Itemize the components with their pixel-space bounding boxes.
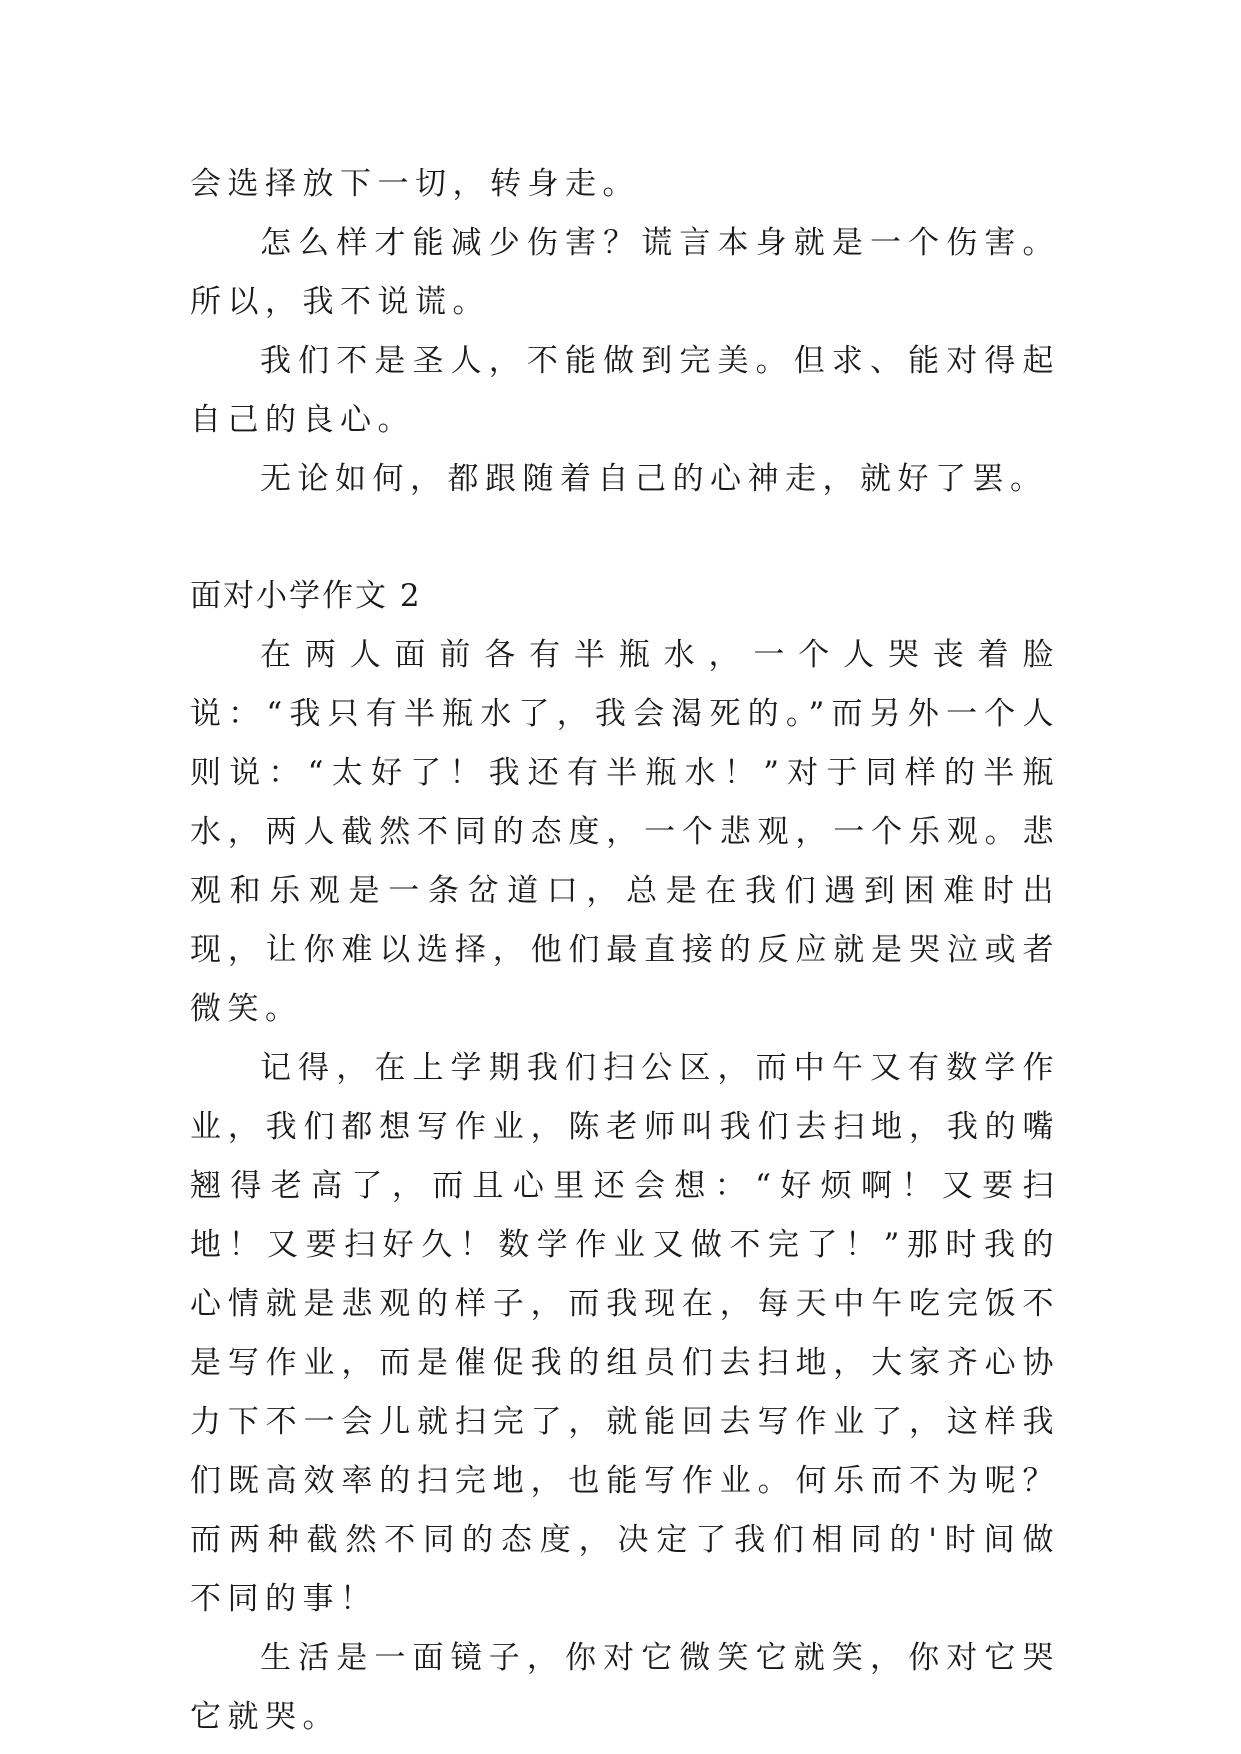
paragraph: 怎么样才能减少伤害？谎言本身就是一个伤害。所以，我不说谎。: [190, 225, 1060, 320]
essay-title: 面对小学作文 2: [190, 578, 422, 614]
paragraph: 记得，在上学期我们扫公区，而中午又有数学作业，我们都想写作业，陈老师叫我们去扫地，我的嘴翘得老高了，而且心里还会想：“好烦啊！又要扫地！又要扫好久！数学作业又做不完了！”那时我的心情就是悲观的样子，而我现在，每天中午吃完饭不是写作业，而是催促我的组员们去扫地，大家齐心协力下不一会儿就扫完了，就能回去写作业了，这样我们既高效率的扫完地，也能写作业。何乐而不为呢？而两种截然不同的态度，决定了我们相同的'时间做不同的事！: [190, 1050, 1060, 1617]
paragraph: 生活是一面镜子，你对它微笑它就笑，你对它哭它就哭。: [190, 1640, 1060, 1735]
paragraph: 无论如何，都跟随着自己的心神走，就好了罢。: [260, 461, 1048, 497]
essay-section-1: [190, 155, 1060, 509]
paragraph: 我们不是圣人，不能做到完美。但求、能对得起自己的良心。: [190, 343, 1060, 438]
paragraph: 在两人面前各有半瓶水，一个人哭丧着脸说：“我只有半瓶水了，我会渴死的。”而另外一个人则说：“太好了！我还有半瓶水！”对于同样的半瓶水，两人截然不同的态度，一个悲观，一个乐观。悲观和乐观是一条岔道口，总是在我们遇到困难时出现，让你难以选择，他们最直接的反应就是哭泣或者微笑。: [190, 637, 1060, 1027]
paragraph-continuation: 会选择放下一切，转身走。: [190, 166, 640, 202]
essay-section-2: [190, 567, 1060, 1747]
